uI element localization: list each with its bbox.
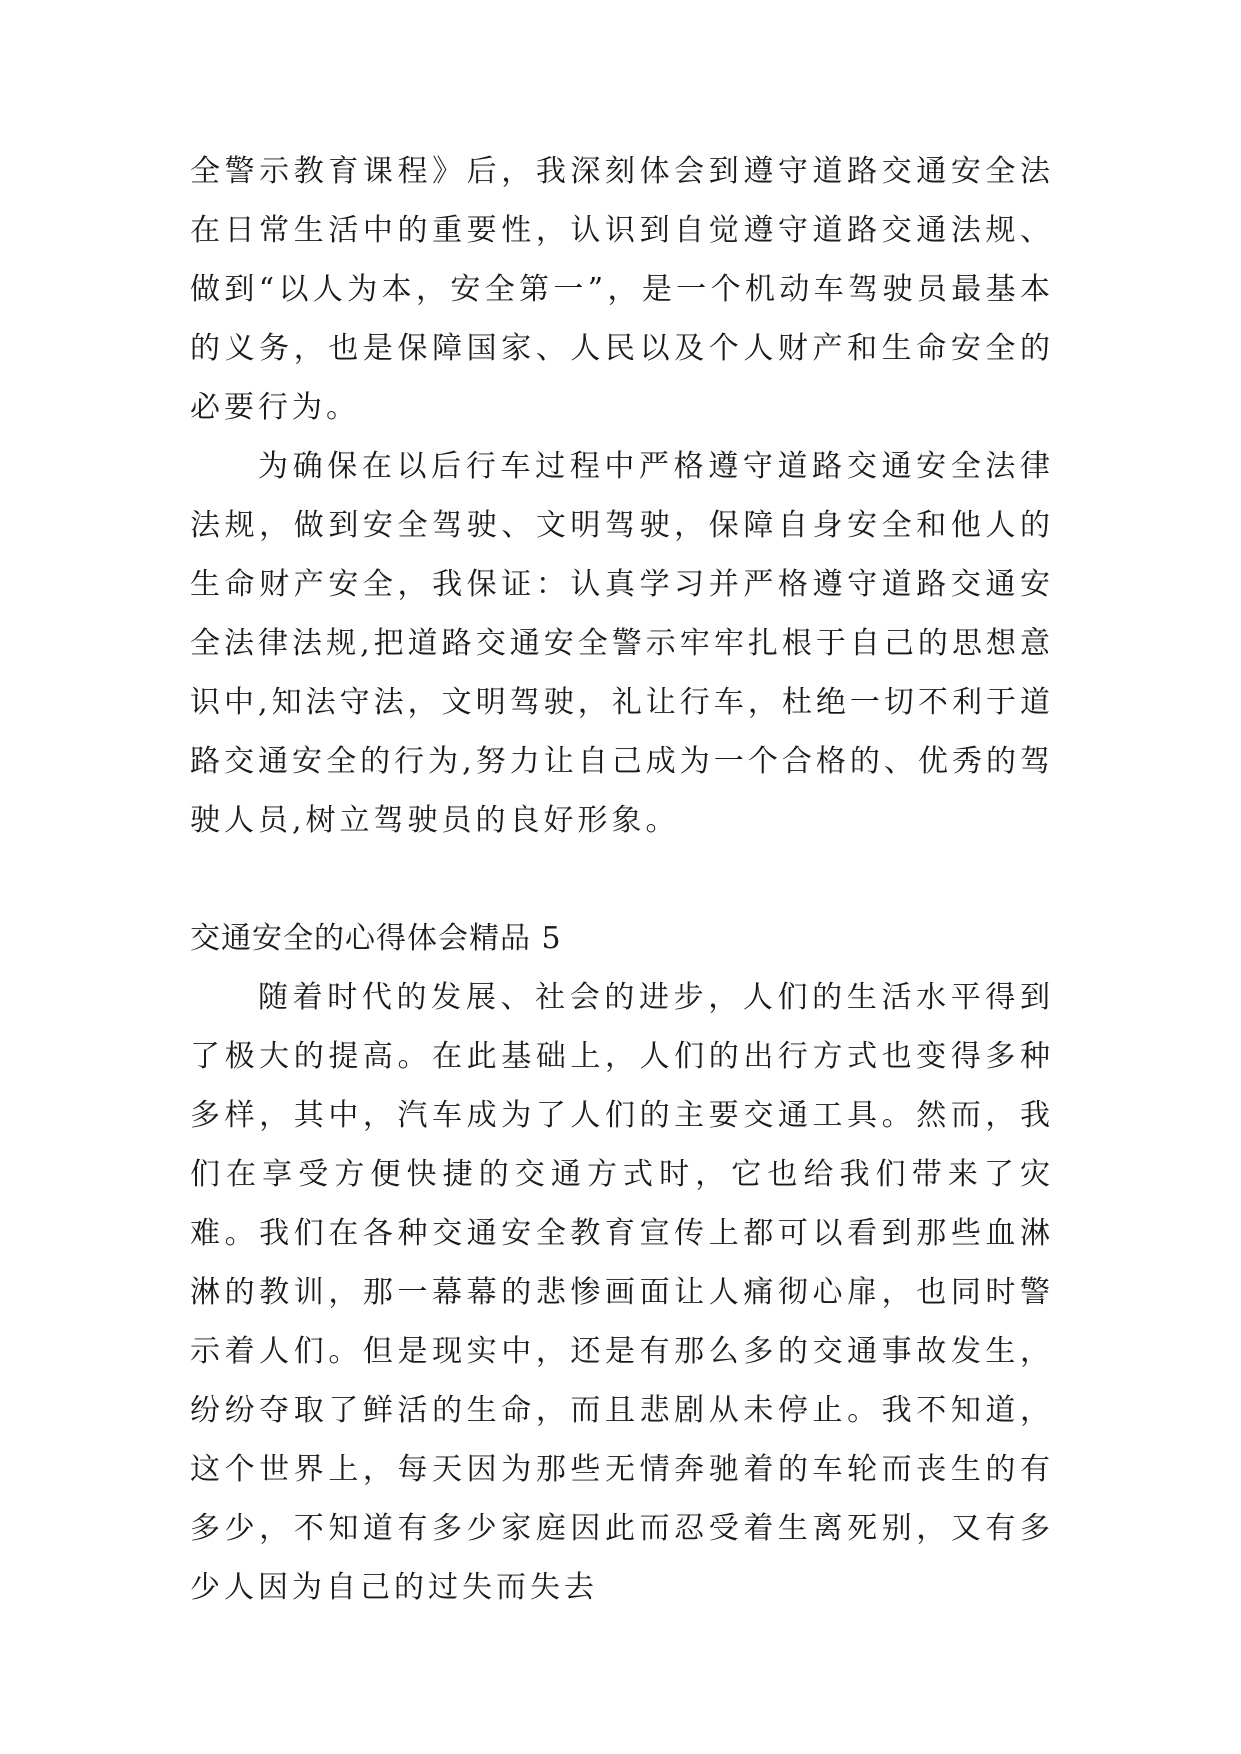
paragraph-pledge-intro: 全警示教育课程》后，我深刻体会到遵守道路交通安全法在日常生活中的重要性，认识到自觉遵守道路交通法规、做到“以人为本，安全第一”，是一个机动车驾驶员最基本的义务，也是保障国家、人民以及个人财产和生命安全的必要行为。 [190,154,1054,425]
document-body [190,142,1054,1617]
paragraph-essay: 随着时代的发展、社会的进步，人们的生活水平得到了极大的提高。在此基础上，人们的出行方式也变得多种多样，其中，汽车成为了人们的主要交通工具。然而，我们在享受方便快捷的交通方式时，它也给我们带来了灾难。我们在各种交通安全教育宣传上都可以看到那些血淋淋的教训，那一幕幕的悲惨画面让人痛彻心扉，也同时警示着人们。但是现实中，还是有那么多的交通事故发生，纷纷夺取了鲜活的生命，而且悲剧从未停止。我不知道，这个世界上，每天因为那些无情奔驰着的车轮而丧生的有多少，不知道有多少家庭因此而忍受着生离死别，又有多少人因为自己的过失而失去 [190,980,1054,1605]
section-heading: 交通安全的心得体会精品 5 [190,921,562,956]
paragraph-pledge: 为确保在以后行车过程中严格遵守道路交通安全法律法规，做到安全驾驶、文明驾驶，保障自身安全和他人的生命财产安全，我保证：认真学习并严格遵守道路交通安全法律法规,把道路交通安全警示牢牢扎根于自己的思想意识中,知法守法，文明驾驶，礼让行车，杜绝一切不利于道路交通安全的行为,努力让自己成为一个合格的、优秀的驾驶人员,树立驾驶员的良好形象。 [190,449,1054,838]
